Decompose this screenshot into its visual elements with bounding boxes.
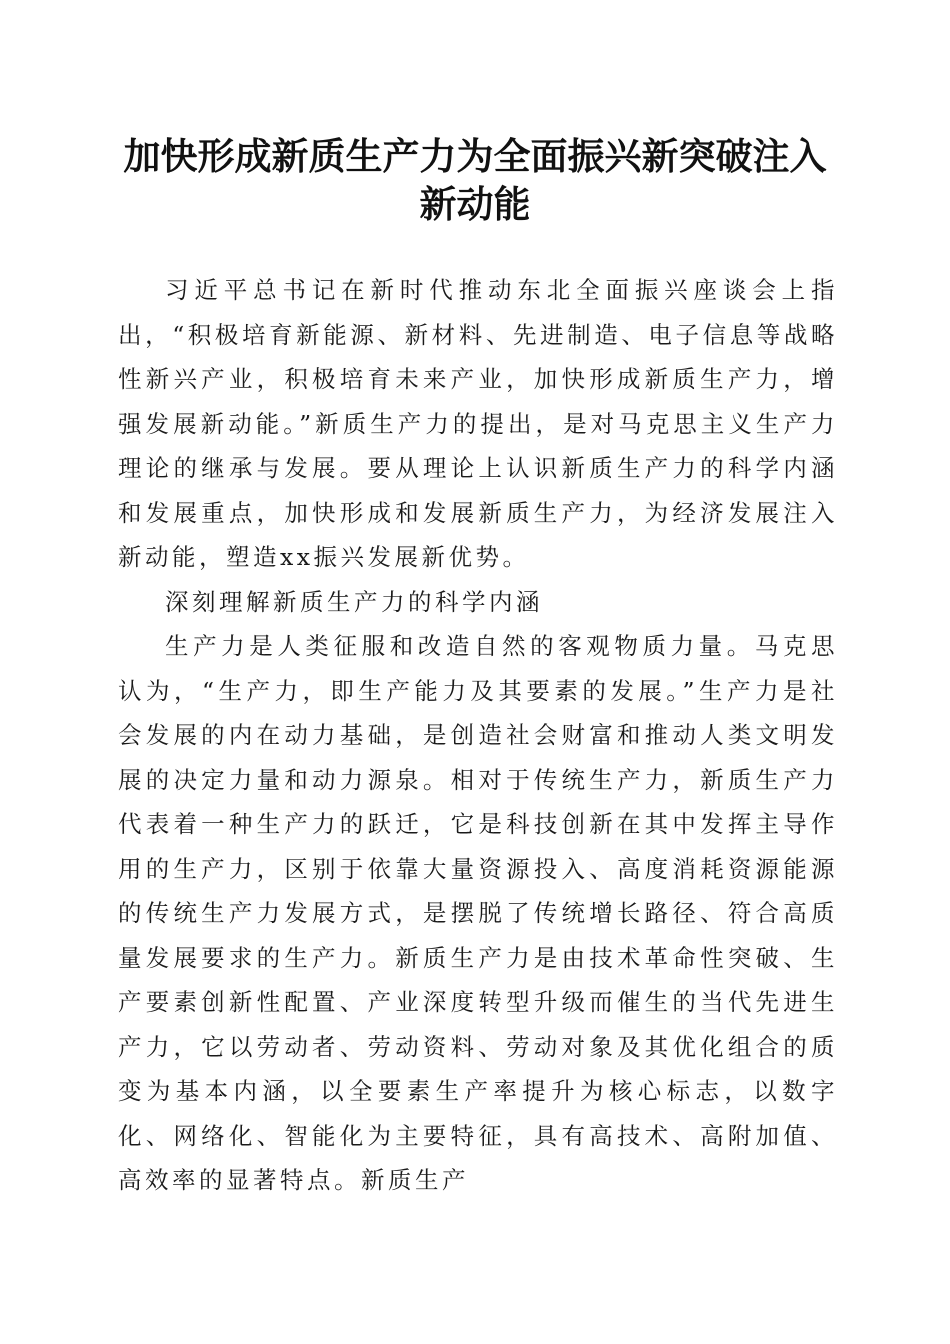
document-title: 加快形成新质生产力为全面振兴新突破注入新动能 bbox=[123, 134, 827, 226]
paragraph-productivity: 生产力是人类征服和改造自然的客观物质力量。马克思认为，“生产力，即生产能力及其要素的发展。”生产力是社会发展的内在动力基础，是创造社会财富和推动人类文明发展的决定力量和动力源泉。相对于传统生产力，新质生产力代表着一种生产力的跃迁，它是科技创新在其中发挥主导作用的生产力，区别于依靠大量资源投入、高度消耗资源能源的传统生产力发展方式，是摆脱了传统增长路径、符合高质量发展要求的生产力。新质生产力是由技术革命性突破、生产要素创新性配置、产业深度转型升级而催生的当代先进生产力，它以劳动者、劳动资料、劳动对象及其优化组合的质变为基本内涵，以全要素生产率提升为核心标志，以数字化、网络化、智能化为主要特征，具有高技术、高附加值、高效率的显著特点。新质生产 bbox=[118, 632, 838, 1194]
paragraph-intro: 习近平总书记在新时代推动东北全面振兴座谈会上指出，“积极培育新能源、新材料、先进制造、电子信息等战略性新兴产业，积极培育未来产业，加快形成新质生产力，增强发展新动能。”新质生产力的提出，是对马克思主义生产力理论的继承与发展。要从理论上认识新质生产力的科学内涵和发展重点，加快形成和发展新质生产力，为经济发展注入新动能，塑造xx振兴发展新优势。 bbox=[118, 276, 838, 571]
section-heading: 深刻理解新质生产力的科学内涵 bbox=[165, 587, 543, 616]
document-body bbox=[118, 268, 838, 1203]
